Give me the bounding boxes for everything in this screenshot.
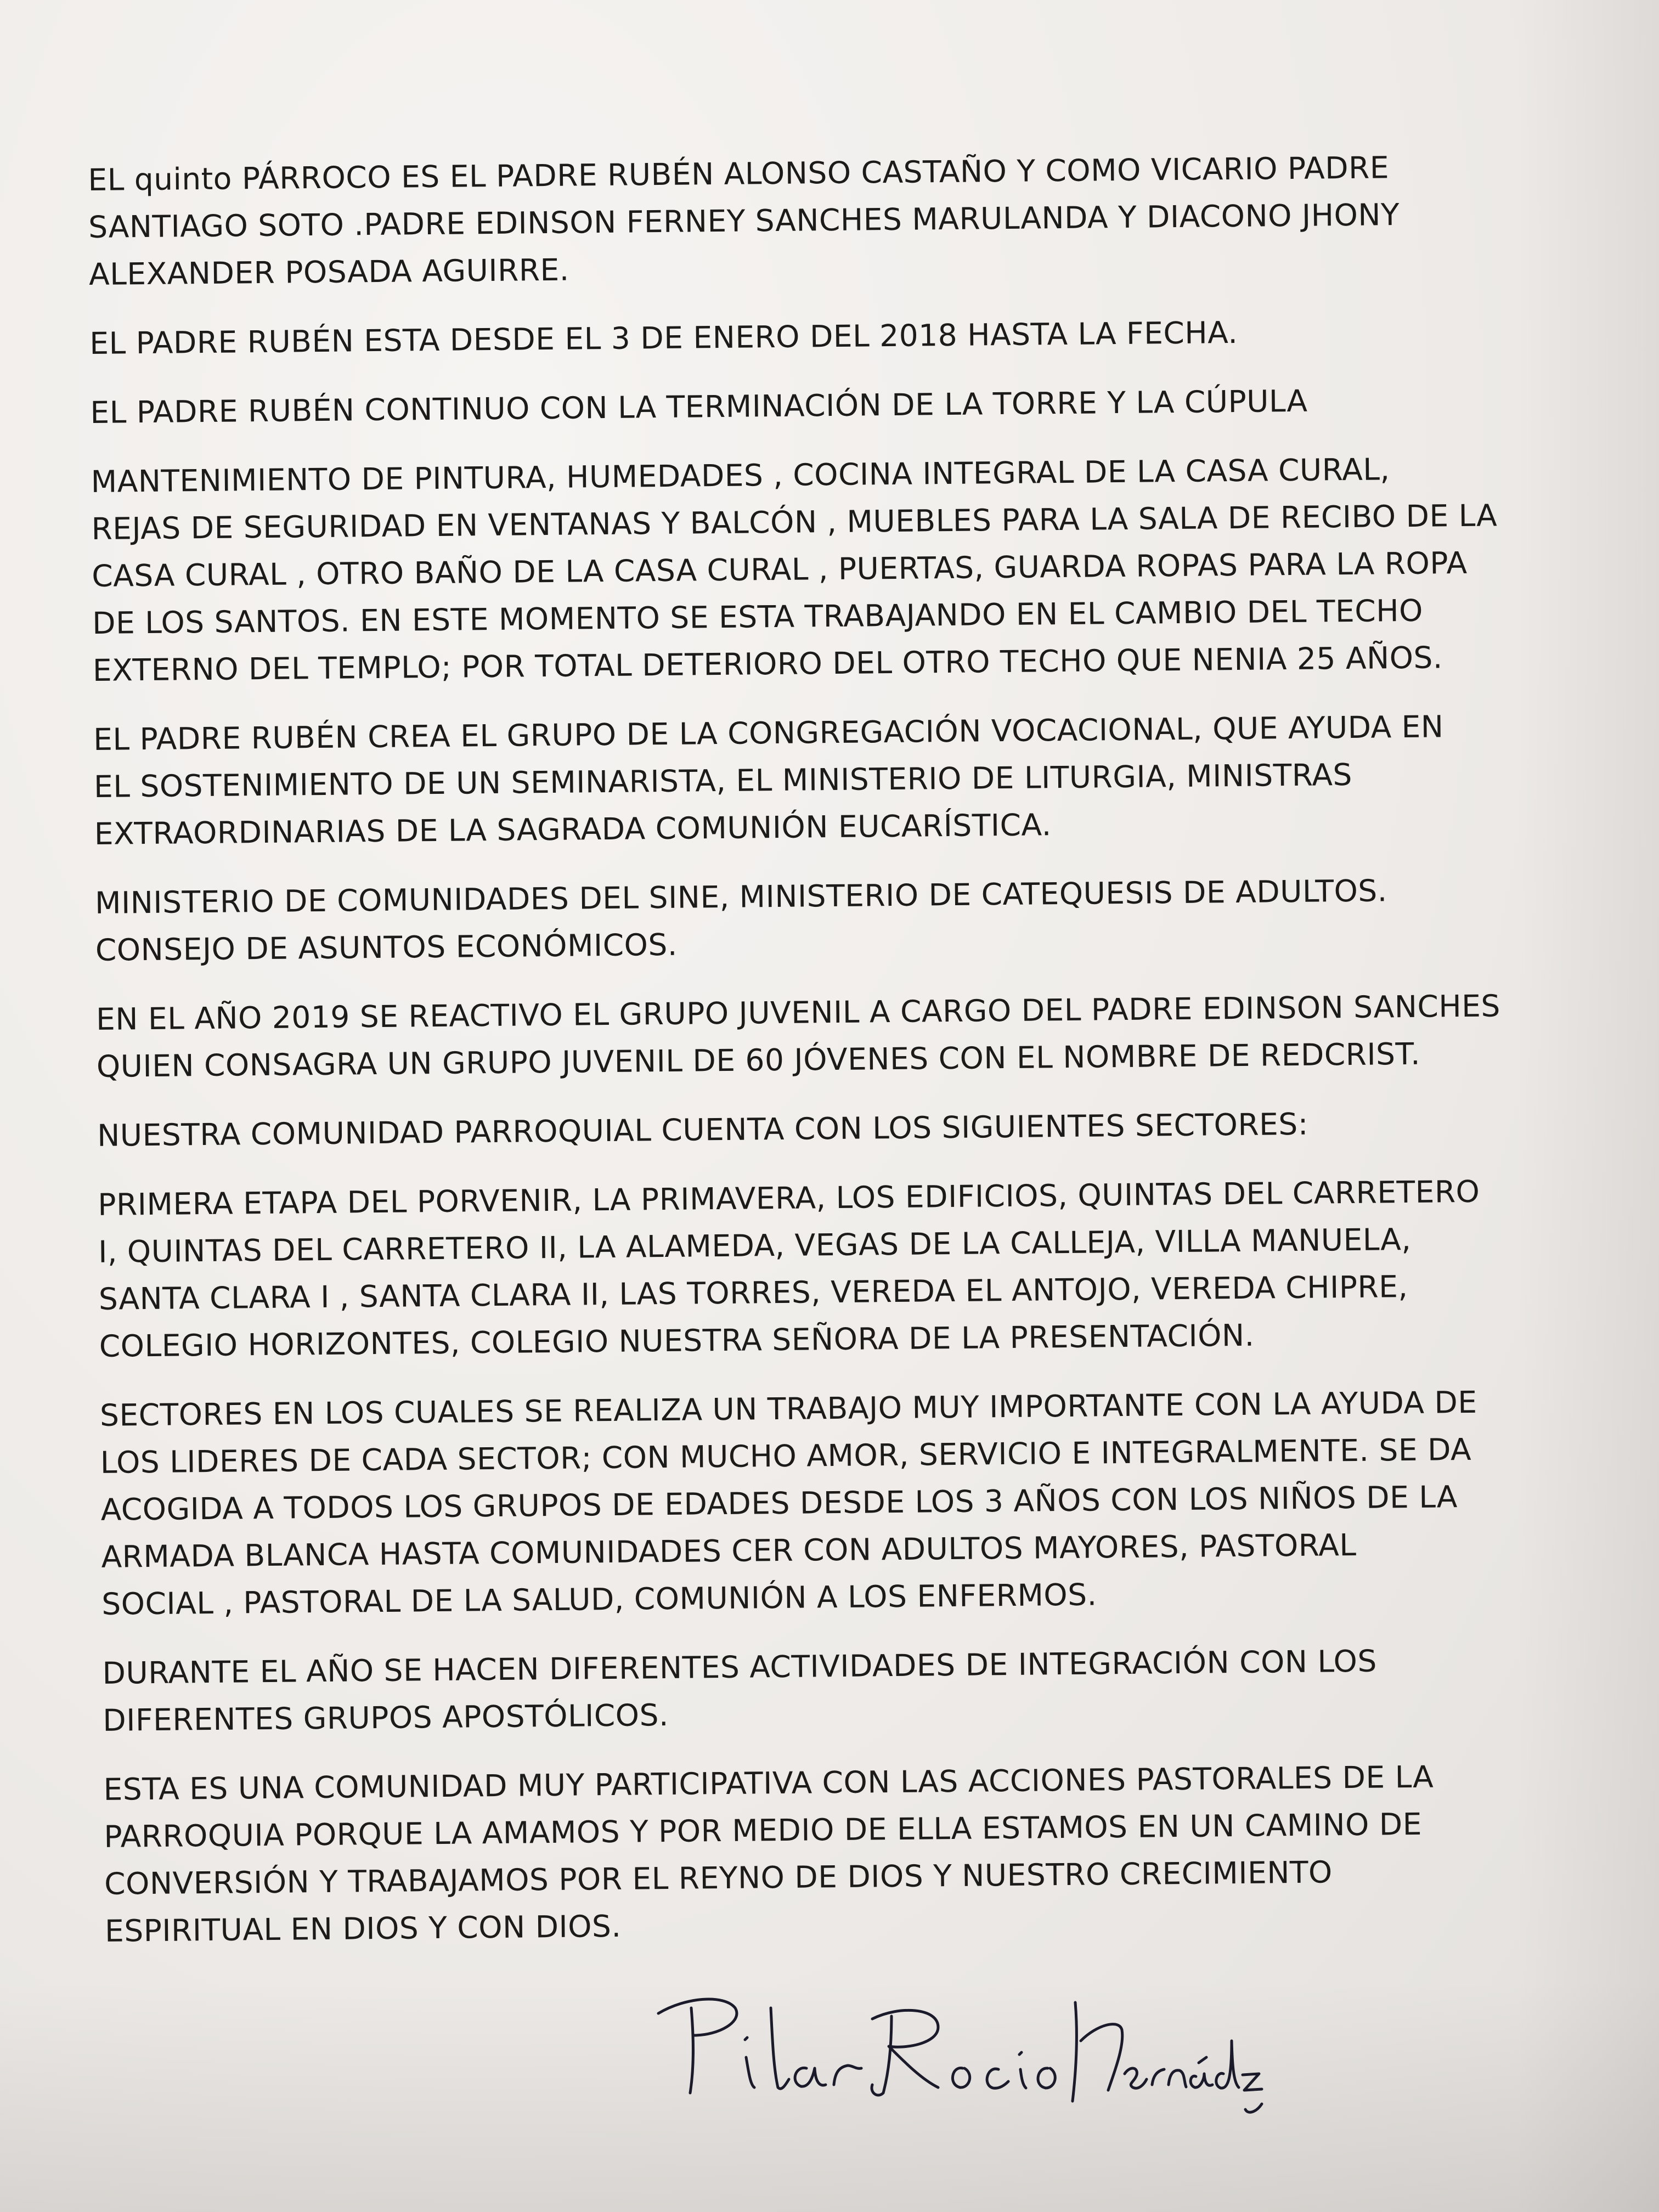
text-line: ARMADA BLANCA HASTA COMUNIDADES CER CON ADULTOS MAYORES, PASTORAL	[101, 1527, 1357, 1575]
text-line: EXTERNO DEL TEMPLO; POR TOTAL DETERIORO DEL OTRO TECHO QUE NENIA 25 AÑOS.	[92, 640, 1443, 688]
text-line: ACOGIDA A TODOS LOS GRUPOS DE EDADES DESDE LOS 3 AÑOS CON LOS NIÑOS DE LA	[100, 1479, 1458, 1527]
paragraph	[95, 983, 1501, 1090]
text-line: EL PADRE RUBÉN CONTINUO CON LA TERMINACIÓN DE LA TORRE Y LA CÚPULA	[90, 383, 1308, 430]
text-line: SANTIAGO SOTO .PADRE EDINSON FERNEY SANCHES MARULANDA Y DIACONO JHONY	[88, 197, 1400, 245]
paragraph	[100, 1379, 1485, 1628]
paragraph	[97, 1099, 1480, 1159]
text-line: DE LOS SANTOS. EN ESTE MOMENTO SE ESTA TRABAJANDO EN EL CAMBIO DEL TECHO	[92, 592, 1424, 641]
text-line: QUIEN CONSAGRA UN GRUPO JUVENIL DE 60 JÓVENES CON EL NOMBRE DE REDCRIST.	[96, 1036, 1421, 1084]
text-line: EL PADRE RUBÉN ESTA DESDE EL 3 DE ENERO DEL 2018 HASTA LA FECHA.	[89, 314, 1238, 361]
text-line: EL SOSTENIMIENTO DE UN SEMINARISTA, EL MINISTERIO DE LITURGIA, MINISTRAS	[93, 757, 1353, 804]
text-line: CASA CURAL , OTRO BAÑO DE LA CASA CURAL , PUERTAS, GUARDA ROPAS PARA LA ROPA	[92, 545, 1468, 594]
paragraph	[93, 703, 1477, 857]
text-line: EN EL AÑO 2019 SE REACTIVO EL GRUPO JUVENIL A CARGO DEL PADRE EDINSON SANCHES	[95, 988, 1501, 1037]
text-line: ALEXANDER POSADA AGUIRRE.	[88, 252, 570, 292]
paragraph	[98, 1168, 1482, 1370]
paragraph	[102, 1637, 1486, 1744]
text-line: ESTA ES UNA COMUNIDAD MUY PARTICIPATIVA CON LAS ACCIONES PASTORALES DE LA	[103, 1759, 1434, 1807]
text-line: SOCIAL , PASTORAL DE LA SALUD, COMUNIÓN A LOS ENFERMOS.	[101, 1577, 1097, 1622]
text-line: I, QUINTAS DEL CARRETERO II, LA ALAMEDA, VEGAS DE LA CALLEJA, VILLA MANUELA,	[98, 1221, 1412, 1269]
text-line: MINISTERIO DE COMUNIDADES DEL SINE, MINISTERIO DE CATEQUESIS DE ADULTOS.	[94, 873, 1388, 921]
text-line: MANTENIMIENTO DE PINTURA, HUMEDADES , COCINA INTEGRAL DE LA CASA CURAL,	[91, 452, 1390, 499]
text-line: REJAS DE SEGURIDAD EN VENTANAS Y BALCÓN , MUEBLES PARA LA SALA DE RECIBO DE LA	[91, 498, 1498, 546]
text-line: NUESTRA COMUNIDAD PARROQUIAL CUENTA CON LOS SIGUIENTES SECTORES:	[97, 1106, 1309, 1153]
text-line: EXTRAORDINARIAS DE LA SAGRADA COMUNIÓN EUCARÍSTICA.	[94, 807, 1052, 851]
text-line: EL PADRE RUBÉN CREA EL GRUPO DE LA CONGREGACIÓN VOCACIONAL, QUE AYUDA EN	[93, 709, 1444, 757]
text-line: SECTORES EN LOS CUALES SE REALIZA UN TRABAJO MUY IMPORTANTE CON LA AYUDA DE	[99, 1384, 1477, 1433]
paragraph	[103, 1753, 1487, 1955]
paragraph	[95, 866, 1479, 974]
paragraph	[89, 307, 1472, 367]
document-body	[88, 143, 1501, 1977]
text-line: DURANTE EL AÑO SE HACEN DIFERENTES ACTIVIDADES DE INTEGRACIÓN CON LOS	[102, 1643, 1378, 1691]
text-line: SANTA CLARA I , SANTA CLARA II, LAS TORRES, VEREDA EL ANTOJO, VEREDA CHIPRE,	[98, 1268, 1408, 1317]
paragraph	[91, 445, 1498, 694]
text-line: DIFERENTES GRUPOS APOSTÓLICOS.	[103, 1697, 669, 1738]
text-line: CONSEJO DE ASUNTOS ECONÓMICOS.	[95, 927, 678, 968]
text-line: COLEGIO HORIZONTES, COLEGIO NUESTRA SEÑORA DE LA PRESENTACIÓN.	[99, 1317, 1255, 1364]
paragraph	[88, 143, 1471, 298]
paragraph	[90, 376, 1473, 436]
text-line: CONVERSIÓN Y TRABAJAMOS POR EL REYNO DE DIOS Y NUESTRO CRECIMIENTO	[104, 1854, 1333, 1901]
text-line: ESPIRITUAL EN DIOS Y CON DIOS.	[104, 1908, 622, 1949]
text-line: PRIMERA ETAPA DEL PORVENIR, LA PRIMAVERA, LOS EDIFICIOS, QUINTAS DEL CARRETERO	[98, 1173, 1480, 1222]
paper-shadow-right	[1516, 0, 1659, 2212]
text-line: PARROQUIA PORQUE LA AMAMOS Y POR MEDIO DE ELLA ESTAMOS EN UN CAMINO DE	[104, 1806, 1423, 1854]
text-line: EL quinto PÁRROCO ES EL PADRE RUBÉN ALONSO CASTAÑO Y COMO VICARIO PADRE	[88, 150, 1390, 198]
handwritten-signature	[642, 1975, 1273, 2118]
text-line: LOS LIDERES DE CADA SECTOR; CON MUCHO AMOR, SERVICIO E INTEGRALMENTE. SE DA	[100, 1431, 1472, 1480]
